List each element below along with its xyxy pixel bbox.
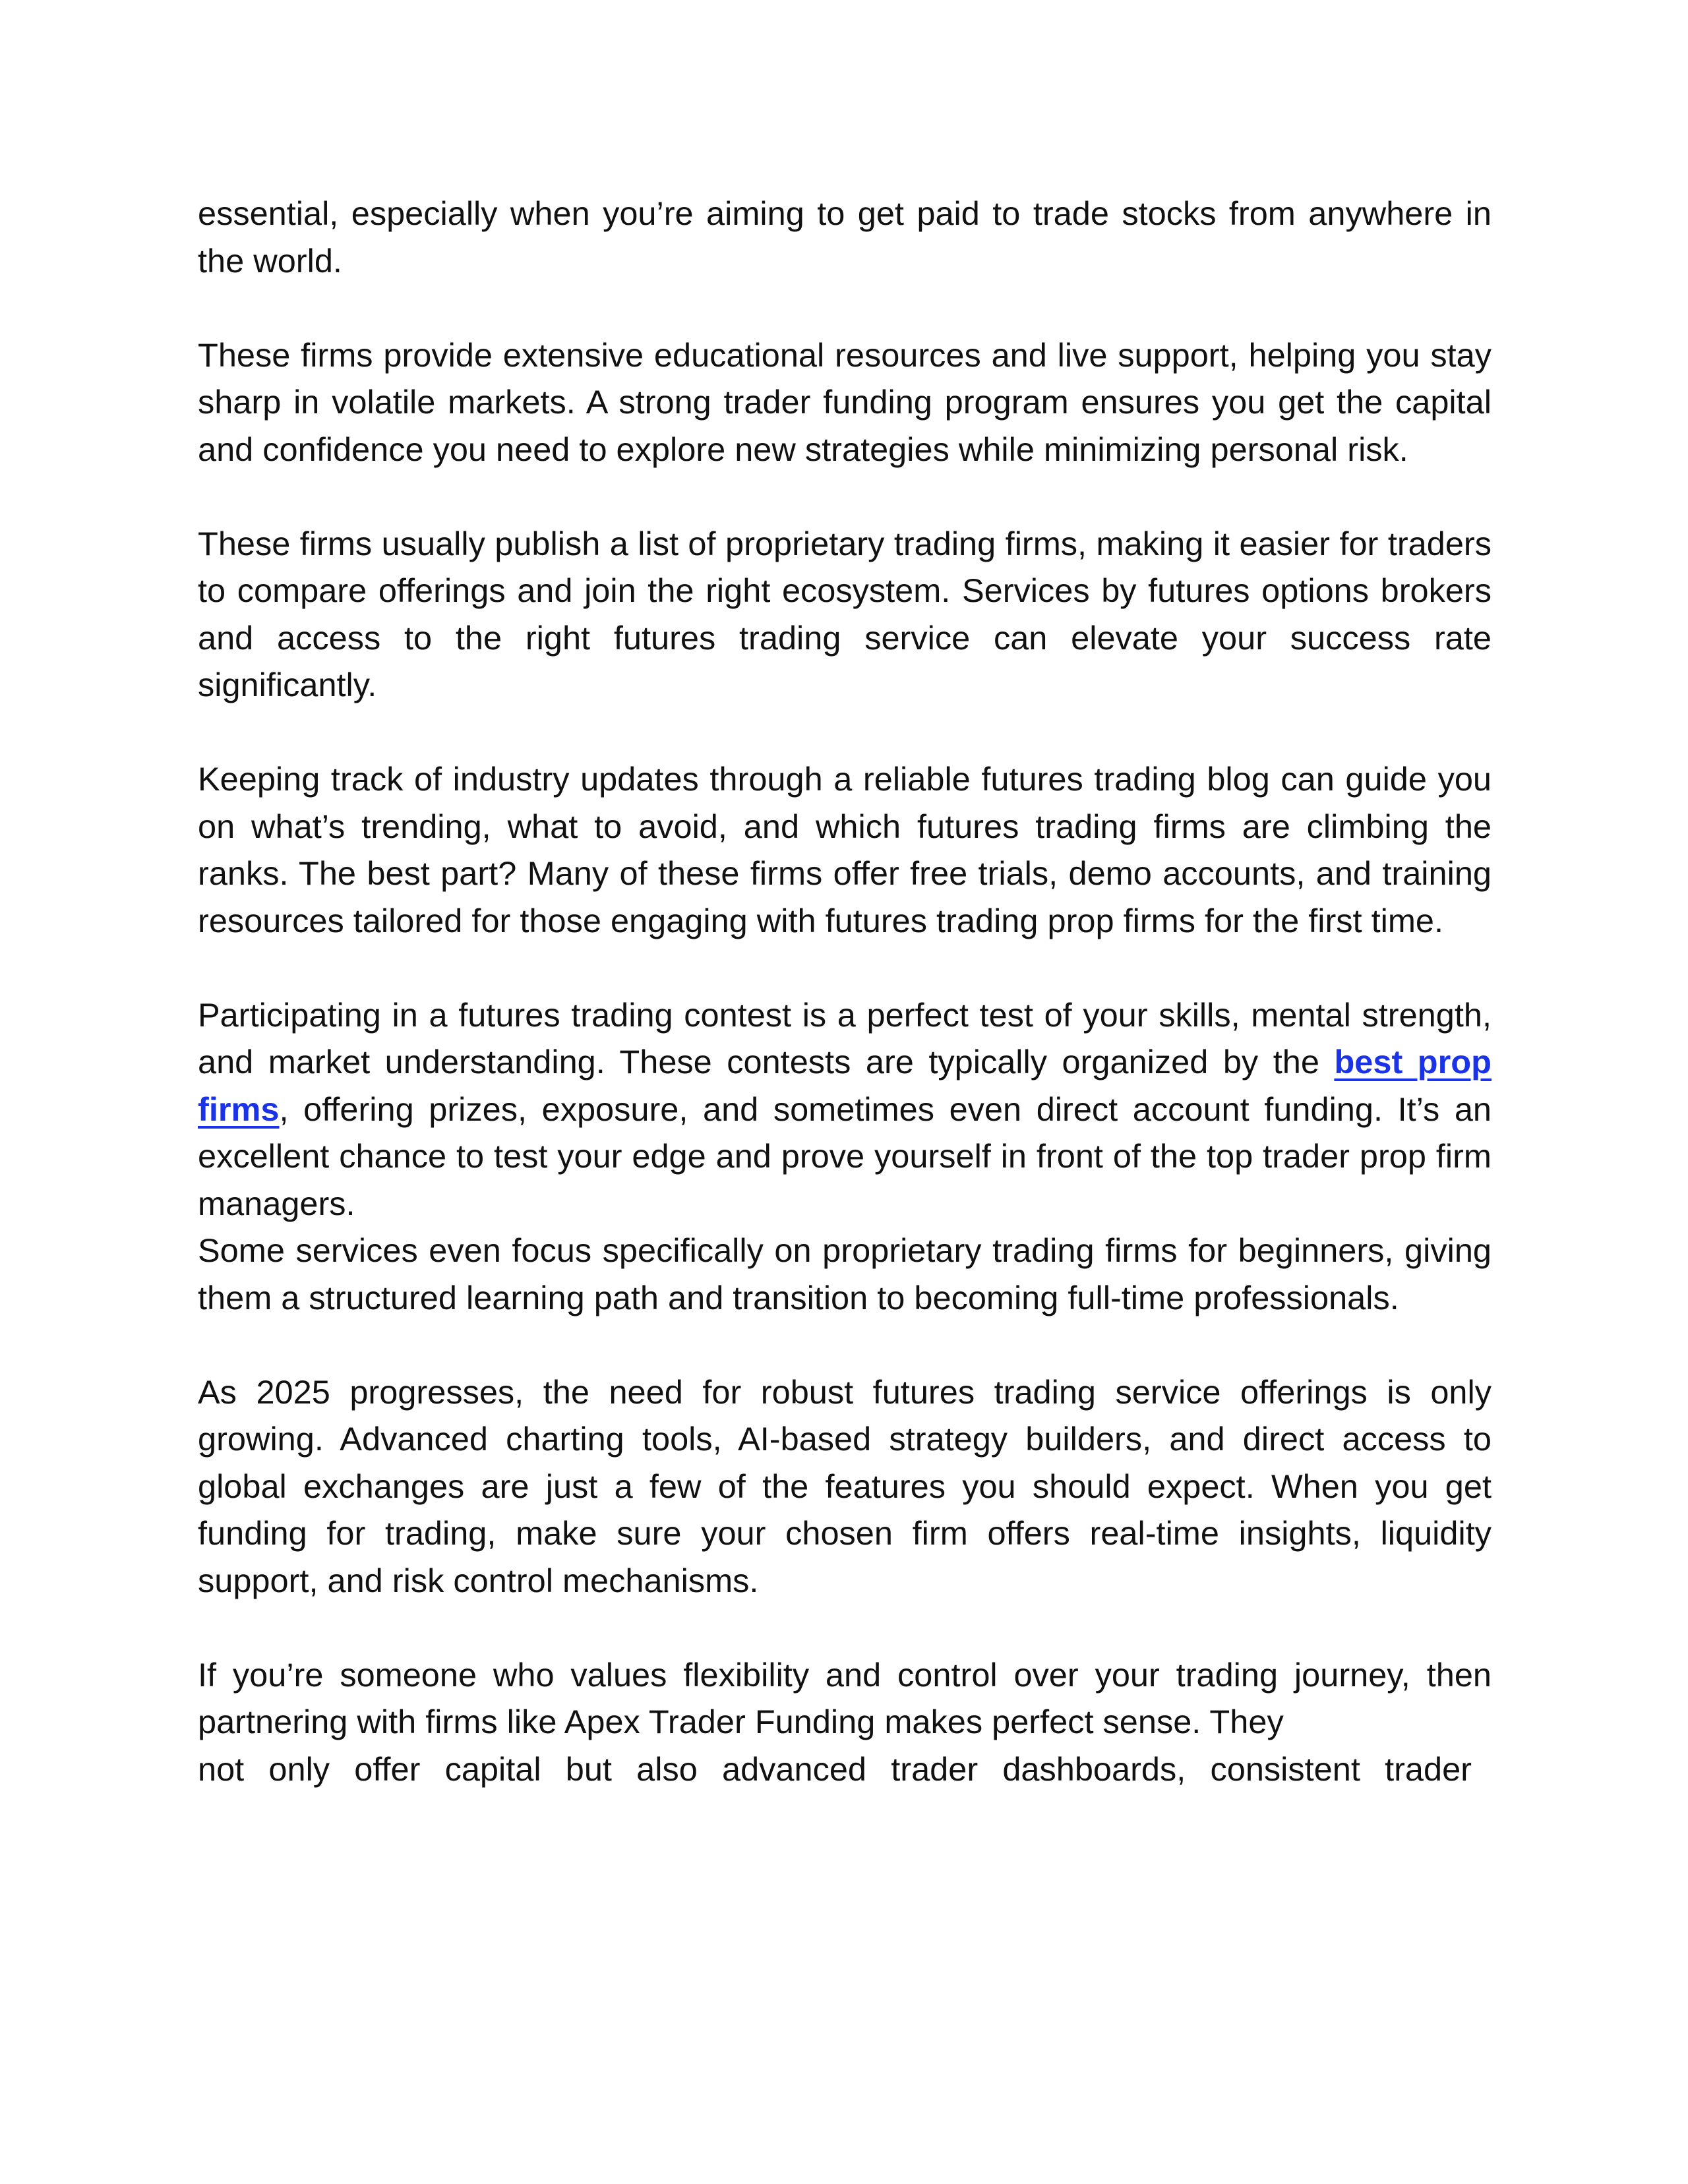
paragraph-1: essential, especially when you’re aiming to get paid to trade stocks from anywhere in the world. (198, 194, 1492, 280)
paragraph-2: These firms provide extensive educational resources and live support, helping you stay sharp in volatile markets. A strong trader funding program ensures you get the capital and confidence you need to explore new strategies while minimizing personal risk. (198, 336, 1492, 468)
paragraph-spacer (198, 284, 1492, 332)
paragraph-8: If you’re someone who values flexibility and control over your trading journey, then partnering with firms like Apex Trader Funding makes perfect sense. They (198, 1655, 1492, 1740)
paragraph-4: Keeping track of industry updates through a reliable futures trading blog can guide you on what’s trending, what to avoid, and which futures trading firms are climbing the ranks. The best part? Many of these firms offer free trials, demo accounts, and training resources tailored for those engaging with futures trading prop firms for the first time. (198, 760, 1492, 939)
paragraph-spacer (198, 473, 1492, 520)
paragraph-3: These firms usually publish a list of proprietary trading firms, making it easier for traders to compare offerings and join the right ecosystem. Services by futures options brokers and access to the right futures trading service can elevate your success rate significantly. (198, 524, 1492, 703)
paragraph-8-last-line: not only offer capital but also advanced trader dashboards, consistent trader (198, 1750, 1472, 1788)
paragraph-spacer (198, 709, 1492, 756)
paragraph-5-text-before: Participating in a futures trading contest is a perfect test of your skills, mental strength, and market understanding. These contests are typically organized by the (198, 995, 1492, 1080)
paragraph-5-text-after: , offering prizes, exposure, and sometimes even direct account funding. It’s an excellent chance to test your edge and prove yourself in front of the top trader prop firm managers. (198, 1090, 1492, 1222)
document-body (198, 190, 1492, 1792)
paragraph-7: As 2025 progresses, the need for robust futures trading service offerings is only growing. Advanced charting tools, AI-based strategy builders, and direct access to global exchanges are just a few of the features you should expect. When you get funding for trading, make sure your chosen firm offers real-time insights, liquidity support, and risk control mechanisms. (198, 1372, 1492, 1599)
paragraph-spacer (198, 1604, 1492, 1651)
paragraph-6: Some services even focus specifically on proprietary trading firms for beginners, giving them a structured learning path and transition to becoming full-time professionals. (198, 1231, 1492, 1316)
paragraph-spacer (198, 944, 1492, 991)
paragraph-spacer (198, 1321, 1492, 1369)
paragraph-5 (198, 991, 1492, 1227)
best-prop-firms-link[interactable]: best prop firms (198, 1043, 1492, 1128)
